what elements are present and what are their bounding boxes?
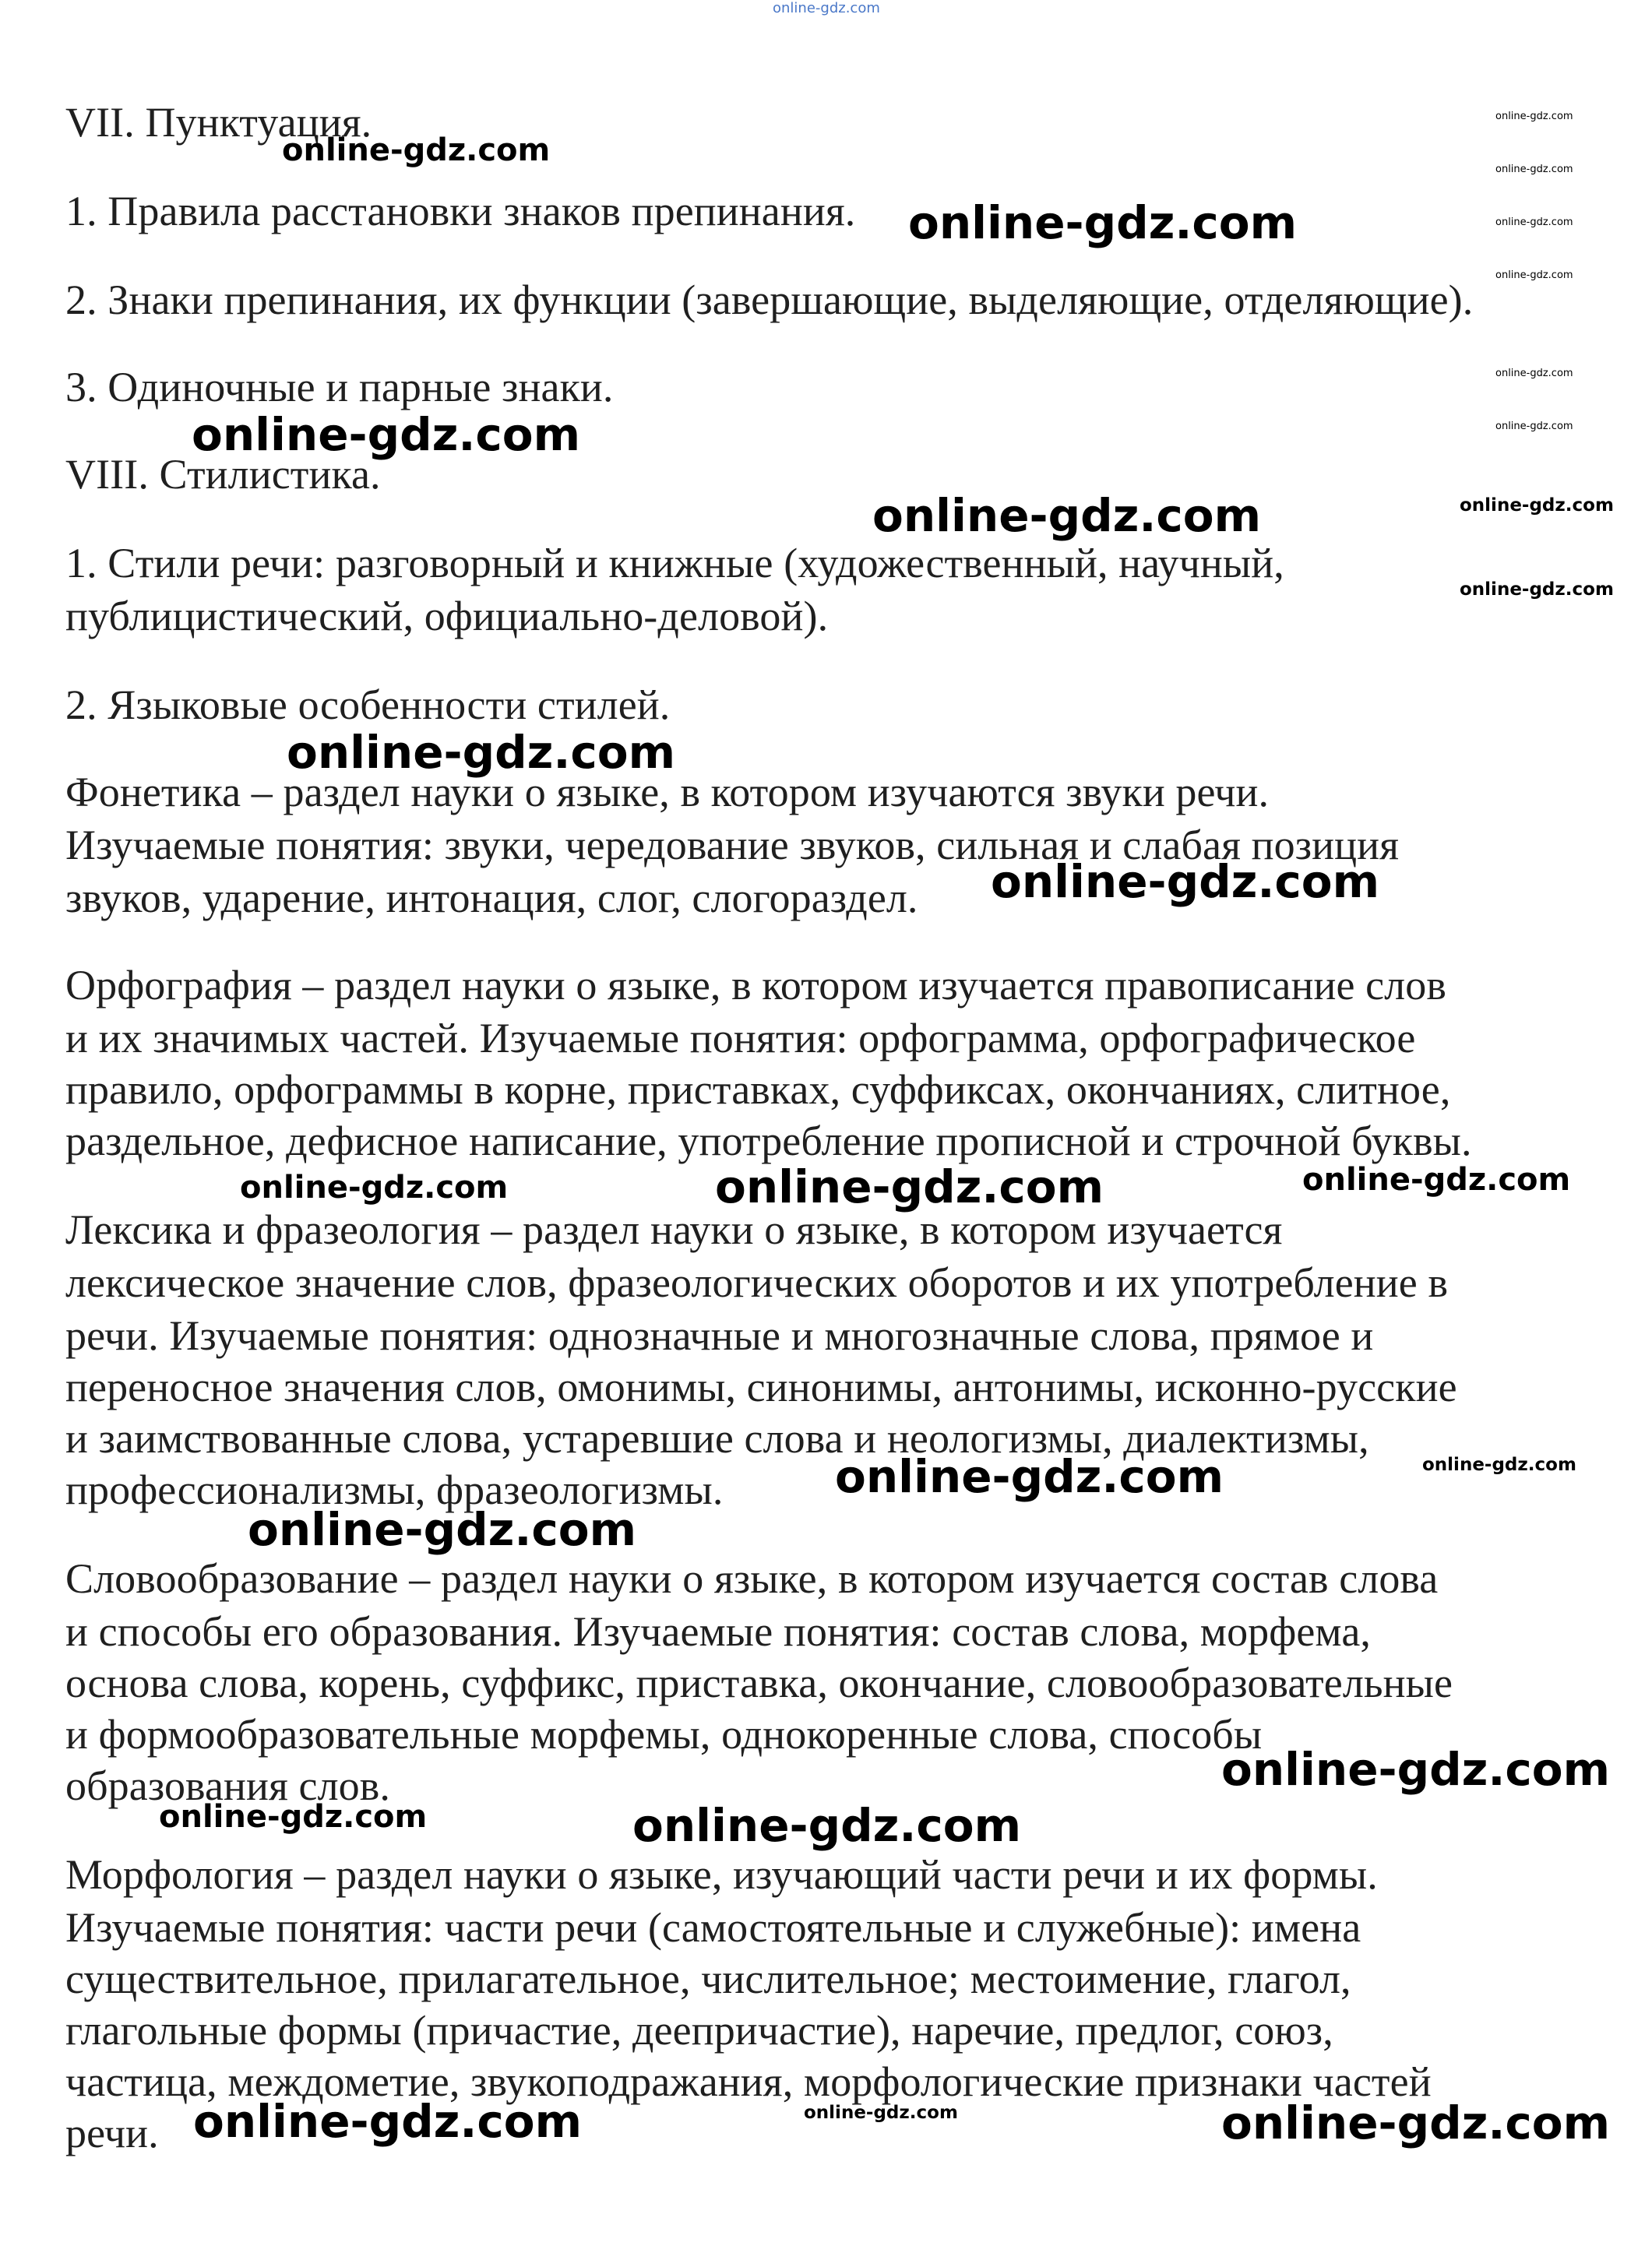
section-heading-stylistics: VIII. Стилистика. [65,451,381,498]
watermark: online-gdz.com [715,1160,1104,1213]
list-item: 3. Одиночные и парные знаки. [65,364,614,410]
paragraph-morphology-line: Морфология – раздел науки о языке, изучающий части речи и их формы. [65,1851,1378,1898]
paragraph-orthography-line: раздельное, дефисное написание, употребление прописной и строчной буквы. [65,1118,1472,1164]
paragraph-lexicology-line: профессионализмы, фразеологизмы. [65,1466,724,1513]
watermark: online-gdz.com [1495,111,1573,122]
paragraph-word-formation-line: и способы его образования. Изучаемые понятия: состав слова, морфема, [65,1608,1372,1655]
watermark: online-gdz.com [1495,164,1573,175]
paragraph-word-formation-line: образования слов. [65,1762,390,1809]
watermark: online-gdz.com [1495,368,1573,379]
paragraph-morphology-line: глагольные формы (причастие, деепричастие), наречие, предлог, союз, [65,2007,1333,2054]
paragraph-morphology-line: речи. [65,2110,159,2156]
paragraph-morphology-line: существительное, прилагательное, числительное; местоимение, глагол, [65,1956,1351,2002]
paragraph-morphology-line: Изучаемые понятия: части речи (самостоятельные и служебные): имена [65,1904,1361,1951]
paragraph-word-formation-line: и формообразовательные морфемы, однокоренные слова, способы [65,1711,1263,1758]
watermark: online-gdz.com [248,1503,637,1556]
watermark: online-gdz.com [1495,269,1573,281]
list-item: 2. Знаки препинания, их функции (завершающие, выделяющие, отделяющие). [65,276,1474,323]
watermark: online-gdz.com [1460,579,1614,600]
watermark: online-gdz.com [1460,495,1614,516]
list-item: 1. Стили речи: разговорный и книжные (художественный, научный, [65,540,1284,586]
watermark: online-gdz.com [1221,2096,1611,2149]
watermark: online-gdz.com [872,489,1262,542]
watermark: online-gdz.com [908,196,1298,249]
list-item: 2. Языковые особенности стилей. [65,681,671,728]
watermark: online-gdz.com [1221,1743,1611,1796]
watermark: online-gdz.com [991,855,1380,908]
watermark: online-gdz.com [193,2095,583,2148]
watermark: online-gdz.com [1495,217,1573,228]
paragraph-phonetics-line: звуков, ударение, интонация, слог, слогораздел. [65,875,918,921]
watermark: online-gdz.com [282,132,551,168]
paragraph-orthography-line: и их значимых частей. Изучаемые понятия: орфограмма, орфографическое [65,1015,1416,1061]
paragraph-lexicology-line: лексическое значение слов, фразеологических оборотов и их употребление в [65,1259,1449,1306]
paragraph-morphology-line: частица, междометие, звукоподражания, морфологические признаки частей [65,2058,1432,2105]
paragraph-lexicology-line: Лексика и фразеология – раздел науки о языке, в котором изучается [65,1206,1283,1253]
paragraph-orthography-line: Орфография – раздел науки о языке, в котором изучается правописание слов [65,962,1446,1009]
paragraph-word-formation-line: Словообразование – раздел науки о языке, в котором изучается состав слова [65,1555,1439,1602]
paragraph-phonetics-line: Фонетика – раздел науки о языке, в котором изучаются звуки речи. [65,769,1270,815]
paragraph-word-formation-line: основа слова, корень, суффикс, приставка, окончание, словообразовательные [65,1660,1453,1706]
list-item: 1. Правила расстановки знаков препинания. [65,188,856,234]
paragraph-lexicology-line: речи. Изучаемые понятия: однозначные и многозначные слова, прямое и [65,1312,1374,1359]
watermark: online-gdz.com [1422,1455,1576,1475]
paragraph-lexicology-line: и заимствованные слова, устаревшие слова и неологизмы, диалектизмы, [65,1415,1369,1462]
paragraph-lexicology-line: переносное значения слов, омонимы, синонимы, антонимы, исконно-русские [65,1364,1457,1410]
watermark: online-gdz.com [287,726,676,779]
watermark: online-gdz.com [1302,1162,1571,1198]
watermark: online-gdz.com [240,1170,509,1206]
watermark: online-gdz.com [804,2103,958,2123]
header-watermark: online-gdz.com [773,0,880,16]
watermark: online-gdz.com [1495,421,1573,432]
watermark: online-gdz.com [632,1799,1022,1852]
watermark: online-gdz.com [159,1799,428,1835]
section-heading-punctuation: VII. Пунктуация. [65,99,372,146]
watermark: online-gdz.com [835,1450,1224,1503]
paragraph-phonetics-line: Изучаемые понятия: звуки, чередование звуков, сильная и слабая позиция [65,822,1400,868]
list-item-continuation: публицистический, официально-деловой). [65,593,829,639]
watermark: online-gdz.com [192,408,581,461]
paragraph-orthography-line: правило, орфограммы в корне, приставках, суффиксах, окончаниях, слитное, [65,1066,1451,1113]
